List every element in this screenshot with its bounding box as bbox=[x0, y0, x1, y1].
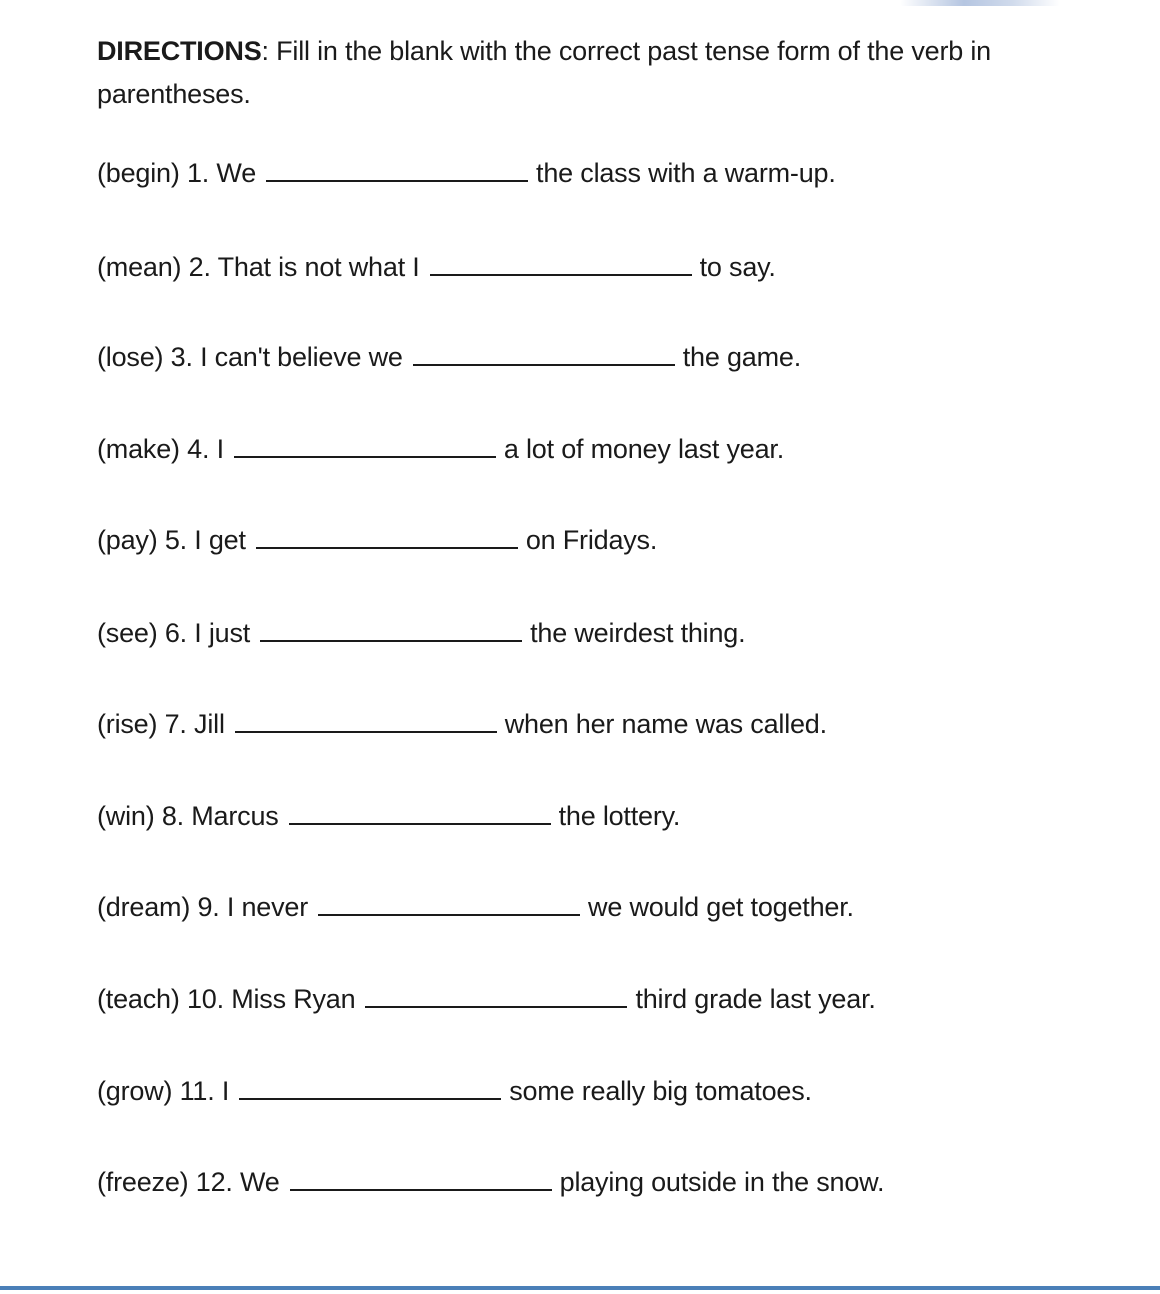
exercise-item-4 bbox=[97, 432, 784, 466]
verb-hint: (win) bbox=[97, 801, 155, 831]
sentence-end: third grade last year. bbox=[635, 984, 876, 1014]
answer-blank[interactable] bbox=[260, 618, 522, 642]
item-number: 8. bbox=[161, 801, 184, 831]
worksheet bbox=[97, 30, 1097, 116]
verb-hint: (begin) bbox=[97, 158, 180, 188]
verb-hint: (see) bbox=[97, 618, 158, 648]
answer-blank[interactable] bbox=[266, 158, 528, 182]
verb-hint: (teach) bbox=[97, 984, 180, 1014]
exercise-item-9 bbox=[97, 890, 854, 924]
exercise-item-3 bbox=[97, 340, 801, 374]
sentence-start: We bbox=[216, 158, 257, 188]
sentence-start: I bbox=[221, 1076, 230, 1106]
answer-blank[interactable] bbox=[290, 1167, 552, 1191]
sentence-start: Jill bbox=[194, 709, 225, 739]
verb-hint: (rise) bbox=[97, 709, 158, 739]
answer-blank[interactable] bbox=[234, 434, 496, 458]
exercise-item-6 bbox=[97, 616, 745, 650]
directions bbox=[97, 30, 1097, 116]
sentence-start: I never bbox=[226, 892, 309, 922]
sentence-end: playing outside in the snow. bbox=[559, 1167, 885, 1197]
exercise-item-10 bbox=[97, 982, 876, 1016]
sentence-end: the lottery. bbox=[558, 801, 681, 831]
answer-blank[interactable] bbox=[289, 801, 551, 825]
bottom-border-line bbox=[0, 1286, 1160, 1290]
sentence-end: a lot of money last year. bbox=[503, 434, 785, 464]
sentence-end: we would get together. bbox=[588, 892, 854, 922]
verb-hint: (freeze) bbox=[97, 1167, 189, 1197]
item-number: 4. bbox=[187, 434, 210, 464]
item-number: 5. bbox=[164, 525, 187, 555]
sentence-start: I can't believe we bbox=[200, 342, 403, 372]
sentence-end: to say. bbox=[699, 252, 776, 282]
sentence-end: the weirdest thing. bbox=[530, 618, 746, 648]
item-number: 6. bbox=[164, 618, 187, 648]
item-number: 2. bbox=[188, 252, 211, 282]
verb-hint: (grow) bbox=[97, 1076, 173, 1106]
sentence-start: We bbox=[240, 1167, 280, 1197]
answer-blank[interactable] bbox=[239, 1076, 501, 1100]
exercise-item-5 bbox=[97, 523, 657, 557]
sentence-end: some really big tomatoes. bbox=[509, 1076, 812, 1106]
sentence-start: I just bbox=[194, 618, 251, 648]
verb-hint: (mean) bbox=[97, 252, 182, 282]
item-number: 7. bbox=[164, 709, 187, 739]
scan-smudge bbox=[900, 0, 1060, 6]
sentence-end: the game. bbox=[682, 342, 802, 372]
answer-blank[interactable] bbox=[413, 342, 675, 366]
answer-blank[interactable] bbox=[365, 984, 627, 1008]
item-number: 9. bbox=[197, 892, 220, 922]
item-number: 12. bbox=[195, 1167, 233, 1197]
verb-hint: (pay) bbox=[97, 525, 158, 555]
sentence-start: Marcus bbox=[191, 801, 279, 831]
sentence-start: Miss Ryan bbox=[231, 984, 356, 1014]
exercise-item-7 bbox=[97, 707, 827, 741]
sentence-start: That is not what I bbox=[217, 252, 420, 282]
verb-hint: (lose) bbox=[97, 342, 164, 372]
item-number: 3. bbox=[170, 342, 193, 372]
answer-blank[interactable] bbox=[256, 525, 518, 549]
item-number: 11. bbox=[179, 1076, 215, 1106]
sentence-start: I bbox=[216, 434, 224, 464]
directions-colon: : bbox=[261, 36, 269, 66]
sentence-end: when her name was called. bbox=[504, 709, 827, 739]
sentence-end: the class with a warm-up. bbox=[536, 158, 836, 188]
exercise-item-12 bbox=[97, 1165, 884, 1199]
answer-blank[interactable] bbox=[235, 709, 497, 733]
answer-blank[interactable] bbox=[318, 892, 580, 916]
sentence-start: I get bbox=[194, 525, 246, 555]
answer-blank[interactable] bbox=[430, 252, 692, 276]
item-number: 10. bbox=[186, 984, 224, 1014]
sentence-end: on Fridays. bbox=[525, 525, 658, 555]
exercise-item-1 bbox=[97, 156, 836, 190]
item-number: 1. bbox=[186, 158, 210, 188]
verb-hint: (make) bbox=[97, 434, 180, 464]
exercise-item-2 bbox=[97, 250, 776, 284]
verb-hint: (dream) bbox=[97, 892, 191, 922]
directions-text: Fill in the blank with the correct past tense form of the verb in parentheses. bbox=[97, 36, 991, 109]
directions-label: DIRECTIONS bbox=[97, 36, 262, 66]
exercise-item-11 bbox=[97, 1074, 812, 1108]
exercise-item-8 bbox=[97, 799, 680, 833]
